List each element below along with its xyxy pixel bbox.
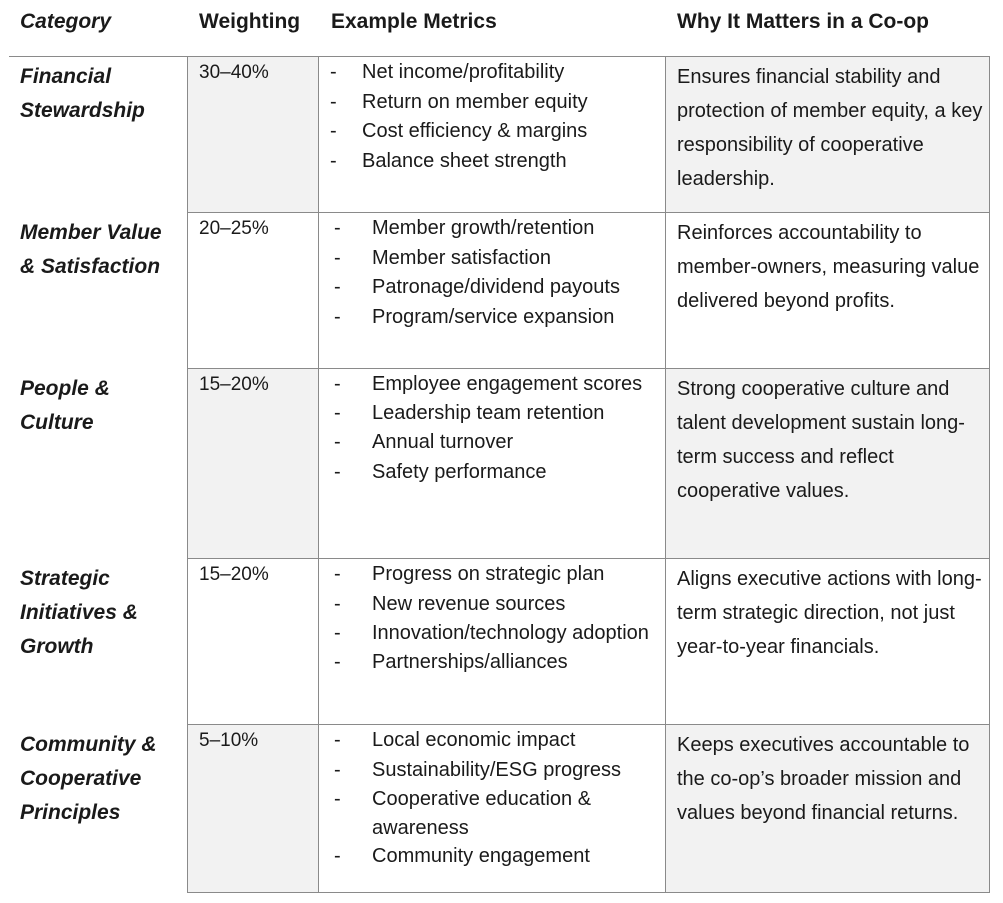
- metric-item: [326, 214, 666, 244]
- weighting-cell: 5–10%: [199, 730, 259, 751]
- metrics-list: [326, 370, 666, 487]
- dash-bullet: -: [334, 758, 341, 781]
- metric-item: [322, 117, 662, 147]
- metric-text: Local economic impact: [372, 729, 576, 751]
- category-cell: Financial Stewardship: [20, 65, 145, 122]
- dash-bullet: -: [334, 431, 341, 453]
- category-cell: Member Value & Satisfaction: [20, 221, 162, 278]
- header-example-metrics: Example Metrics: [331, 10, 497, 33]
- metric-text: Progress on strategic plan: [372, 563, 605, 585]
- dash-bullet: -: [334, 788, 341, 810]
- column-border: [318, 558, 319, 726]
- metric-text: Net income/profitability: [362, 61, 565, 83]
- metric-item: [326, 399, 666, 429]
- dash-bullet: -: [334, 246, 341, 269]
- metric-item: [326, 370, 666, 399]
- dash-bullet: -: [330, 61, 337, 83]
- metric-text: Cooperative education & awareness: [372, 788, 592, 839]
- dash-bullet: -: [330, 120, 337, 142]
- dash-bullet: -: [334, 217, 341, 239]
- metric-text: Annual turnover: [372, 431, 514, 453]
- table-row: [0, 368, 1003, 559]
- column-border: [187, 558, 188, 726]
- metric-item: [326, 560, 666, 590]
- weighting-cell: 20–25%: [199, 218, 269, 239]
- table-row: [0, 558, 1003, 725]
- metrics-list: [326, 726, 666, 872]
- column-border: [318, 368, 319, 560]
- metric-item: [326, 428, 666, 458]
- header-weighting: Weighting: [199, 10, 301, 33]
- table-row: [0, 56, 1003, 213]
- header-category: Category: [20, 10, 112, 33]
- column-border: [318, 724, 319, 893]
- metric-text: Return on member equity: [362, 90, 588, 113]
- dash-bullet: -: [334, 276, 341, 298]
- why-cell: Ensures financial stability and protection of member equity, a key responsibility of cooperative leadership.: [677, 66, 983, 190]
- dash-bullet: -: [330, 149, 337, 172]
- metric-item: [326, 244, 666, 274]
- dash-bullet: -: [334, 563, 341, 585]
- column-border: [318, 56, 319, 214]
- metric-text: Cost efficiency & margins: [362, 120, 588, 142]
- dash-bullet: -: [334, 650, 341, 673]
- metrics-list: [326, 560, 666, 677]
- row-top-border: [187, 56, 989, 57]
- dash-bullet: -: [334, 845, 341, 867]
- metric-item: [322, 147, 662, 177]
- column-border: [187, 56, 188, 214]
- column-border: [989, 558, 990, 726]
- column-border: [187, 368, 188, 560]
- dash-bullet: -: [334, 592, 341, 615]
- metric-item: [326, 303, 666, 333]
- column-border: [989, 56, 990, 214]
- why-cell: Strong cooperative culture and talent development sustain long-term success and reflect cooperative values.: [677, 378, 965, 502]
- metric-text: Program/service expansion: [372, 305, 615, 328]
- dash-bullet: -: [330, 90, 337, 113]
- metric-item: [326, 726, 666, 756]
- why-cell: Keeps executives accountable to the co-op’s broader mission and values beyond financial returns.: [677, 734, 970, 824]
- metric-text: Patronage/dividend payouts: [372, 276, 620, 298]
- row-bottom-border: [187, 892, 989, 893]
- dash-bullet: -: [334, 305, 341, 328]
- weighting-cell: 15–20%: [199, 374, 269, 395]
- why-cell: Aligns executive actions with long-term strategic direction, not just year-to-year financials.: [677, 568, 982, 658]
- weighting-cell: 30–40%: [199, 62, 269, 83]
- metric-item: [322, 58, 662, 88]
- metric-text: Community engagement: [372, 845, 590, 867]
- category-cell: Community & Cooperative Principles: [20, 733, 157, 824]
- dash-bullet: -: [334, 373, 341, 395]
- dash-bullet: -: [334, 729, 341, 751]
- header-why-it-matters: Why It Matters in a Co-op: [677, 10, 929, 33]
- row-top-border: [187, 558, 989, 559]
- metric-item: [326, 619, 666, 648]
- column-border: [989, 724, 990, 893]
- metric-text: Member satisfaction: [372, 246, 551, 269]
- why-cell: Reinforces accountability to member-owners, measuring value delivered beyond profits.: [677, 222, 980, 312]
- metric-item: [326, 458, 666, 488]
- metric-item: [326, 590, 666, 620]
- metric-item: [322, 88, 662, 118]
- column-border: [989, 212, 990, 370]
- column-border: [665, 56, 666, 214]
- metric-item: [326, 842, 666, 872]
- table-row: [0, 724, 1003, 892]
- column-border: [187, 724, 188, 893]
- metrics-list: [326, 214, 666, 332]
- metric-text: Leadership team retention: [372, 401, 605, 424]
- metric-text: Member growth/retention: [372, 217, 595, 239]
- row-top-border: [187, 212, 989, 213]
- table-row: [0, 212, 1003, 369]
- metric-item: [326, 648, 666, 678]
- metric-item: [326, 756, 666, 786]
- metric-item: [326, 785, 666, 842]
- metric-text: Balance sheet strength: [362, 149, 567, 172]
- category-cell: People & Culture: [20, 377, 110, 434]
- row-top-border: [187, 368, 989, 369]
- metric-item: [326, 273, 666, 303]
- dash-bullet: -: [334, 622, 341, 644]
- dash-bullet: -: [334, 460, 341, 483]
- metric-text: Sustainability/ESG progress: [372, 758, 622, 781]
- metrics-list: [322, 58, 662, 176]
- column-border: [989, 368, 990, 560]
- metric-text: New revenue sources: [372, 592, 566, 615]
- metric-text: Innovation/technology adoption: [372, 622, 649, 644]
- metric-text: Partnerships/alliances: [372, 650, 568, 673]
- row-top-border: [187, 724, 989, 725]
- column-border: [187, 212, 188, 370]
- category-cell: Strategic Initiatives & Growth: [20, 567, 138, 658]
- metric-text: Safety performance: [372, 460, 547, 483]
- metric-text: Employee engagement scores: [372, 373, 643, 395]
- column-border: [318, 212, 319, 370]
- dash-bullet: -: [334, 401, 341, 424]
- weighting-cell: 15–20%: [199, 564, 269, 585]
